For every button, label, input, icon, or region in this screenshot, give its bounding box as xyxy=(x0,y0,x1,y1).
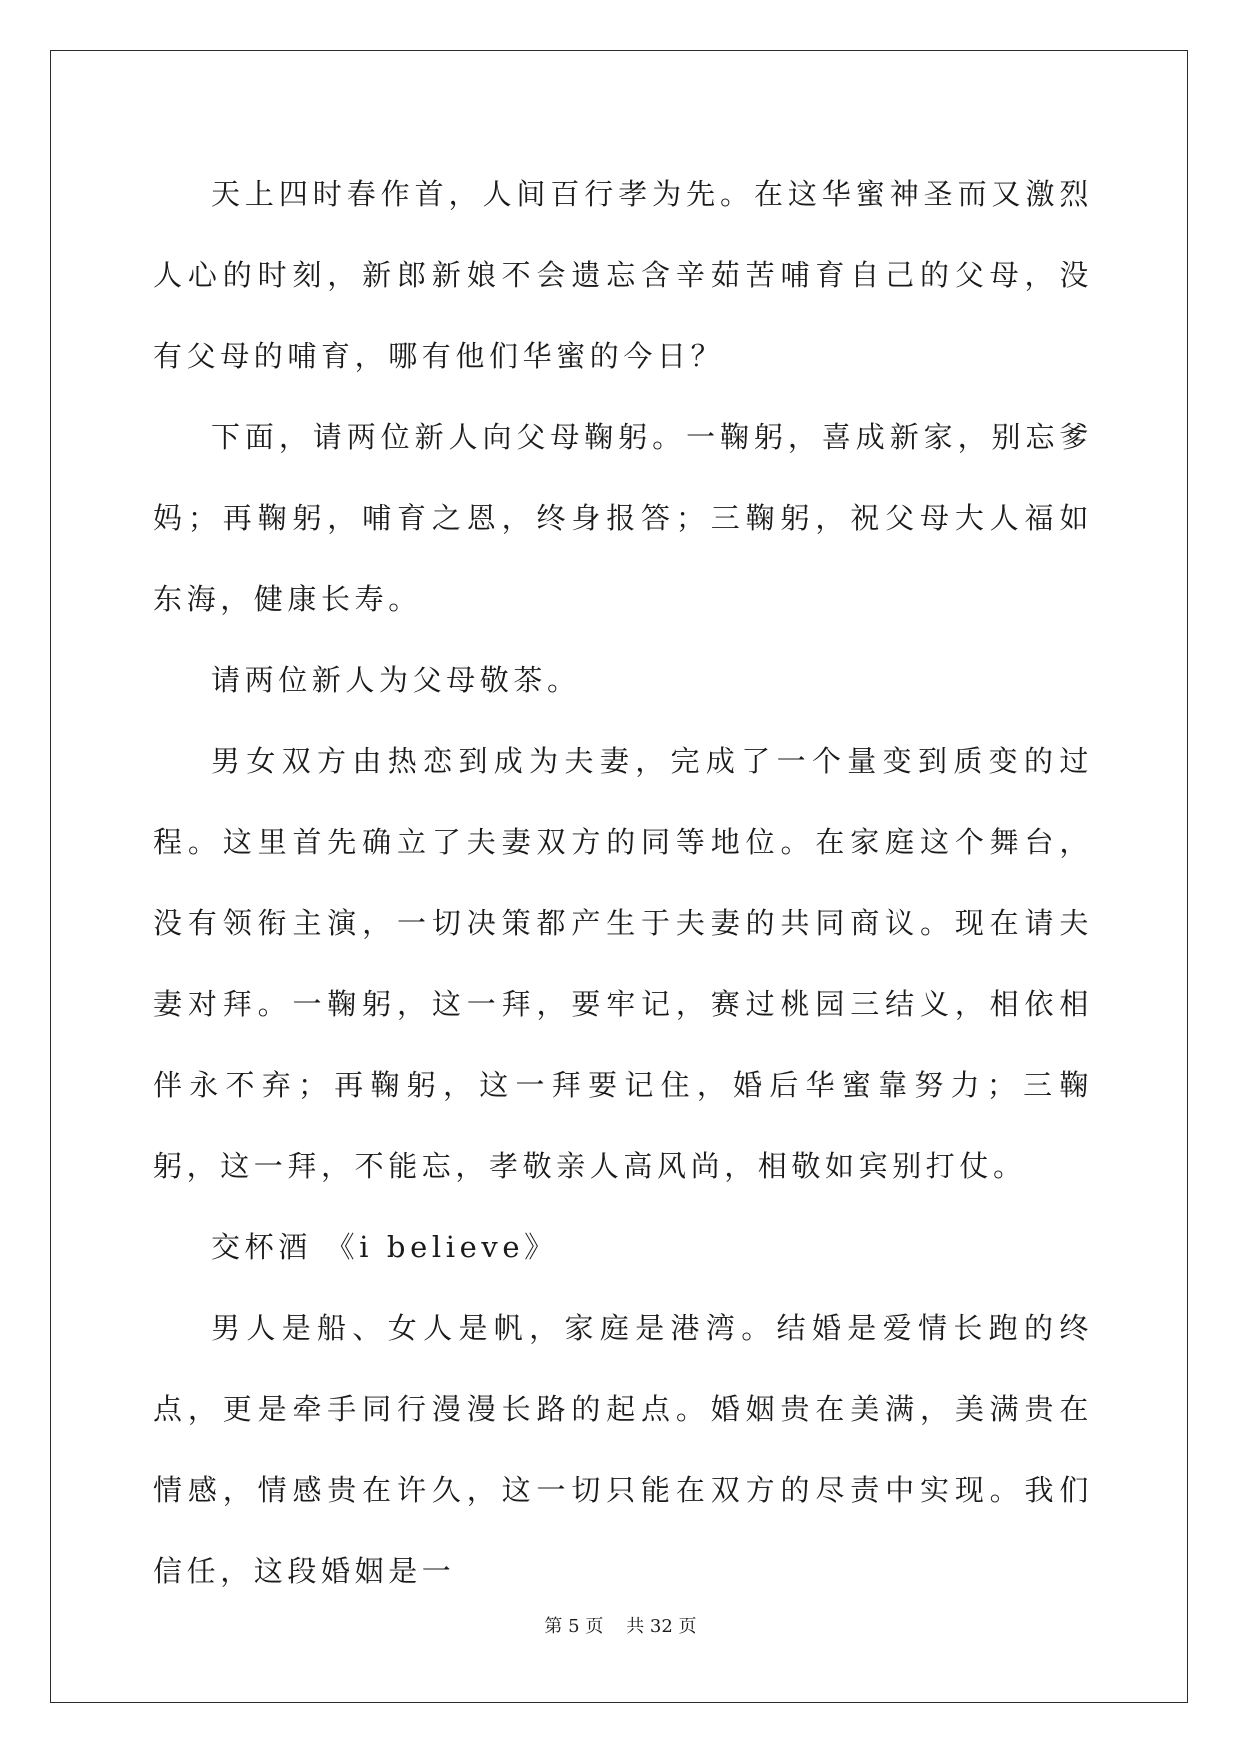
paragraph: 天上四时春作首，人间百行孝为先。在这华蜜神圣而又激烈人心的时刻，新郎新娘不会遗忘含辛茹苦哺育自己的父母，没有父母的哺育，哪有他们华蜜的今日？ xyxy=(153,177,1093,373)
paragraph: 请两位新人为父母敬茶。 xyxy=(211,663,581,697)
paragraph: 男人是船、女人是帆，家庭是港湾。结婚是爱情长跑的终点，更是牵手同行漫漫长路的起点。婚姻贵在美满，美满贵在情感，情感贵在许久，这一切只能在双方的尽责中实现。我们信任，这段婚姻是一 xyxy=(153,1311,1093,1588)
paragraph: 下面，请两位新人向父母鞠躬。一鞠躬，喜成新家，别忘爹妈；再鞠躬，哺育之恩，终身报答；三鞠躬，祝父母大人福如东海，健康长寿。 xyxy=(153,420,1093,616)
paragraph: 交杯酒 《i believe》 xyxy=(211,1230,558,1264)
page-footer xyxy=(0,1612,1241,1638)
page-number: 第 5 页 共 32 页 xyxy=(544,1616,697,1637)
paragraph: 男女双方由热恋到成为夫妻，完成了一个量变到质变的过程。这里首先确立了夫妻双方的同等地位。在家庭这个舞台，没有领衔主演，一切决策都产生于夫妻的共同商议。现在请夫妻对拜。一鞠躬，这一拜，要牢记，赛过桃园三结义，相依相伴永不弃；再鞠躬，这一拜要记住，婚后华蜜靠努力；三鞠躬，这一拜，不能忘，孝敬亲人高风尚，相敬如宾别打仗。 xyxy=(153,744,1093,1183)
document-body xyxy=(153,154,1093,1612)
